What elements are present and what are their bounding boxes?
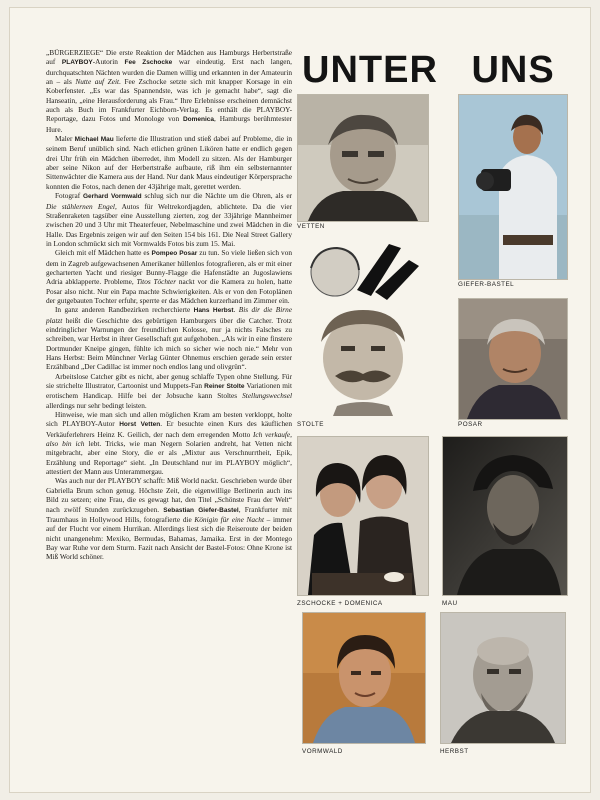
author-name: Michael Mau [74,136,114,144]
portrait-herbst-image [441,613,565,743]
caption-herbst: HERBST [440,748,469,755]
author-name: Fee Zschocke [124,59,173,67]
magazine-page [10,8,590,792]
caption-giefer-bastel: GIEFER-BASTEL [458,281,515,288]
photo-posar [458,298,568,420]
portrait-giefer-bastel-image [459,95,567,279]
paragraph-giefer-bastel: Was auch nur der PLAYBOY schafft: Miß World nackt. Geschrieben wurde über Gabriella Brum schon genug. Höchste Zeit, die eigenwillige Berlinerin auch ins Bild zu setzen; eine Frau, die es gewagt hat, den Titel „Schönste Frau der Welt“ nach zwölf Stunden zurückzugeben. Sebastian Giefer-Bastel, Frankfurter mit Traumhaus in Hollywood Hills, fotografierte die Königin für eine Nacht – immer auf der Flucht vor einem Hurrikan. Allerdings liest sich die Reiseroute der beiden nicht unangenehm: Mexiko, Bermudas, Bahamas, Jamaika. Erst in der Montego Bay war Ruhe vor dem Sturm. Fazit nach Ansicht der Bastel-Fotos: Ohne Krone ist Miß World schöner. [46,476,292,562]
author-name: Domenica [182,116,215,124]
author-name: Horst Vetten [119,421,161,429]
paragraph-posar: Gleich mit elf Mädchen hatte es Pompeo Posar zu tun. So viele ließen sich von dem in Zagreb aufgewachsenen Amerikaner hüllenlos fotografieren, als er mit einer gecharterten Yacht und riesiger Bunny-Flagge die Hafenstädte an Jugoslawiens Adria abklapperte. Probleme, Titos Töchter nackt vor die Kamera zu holen, hatte Posar also nicht. Nur ein Papa machte Schwierigkeiten. Als er von den Fotoplänen der gutgebauten Tochter erfuhr, sperrte er das Mädchen kurzerhand im Zimmer ein. [46,248,292,305]
caption-vormwald: VORMWALD [302,748,343,755]
portrait-vetten-image [298,95,428,221]
paragraph-herbst: In ganz anderen Randbezirken recherchierte Hans Herbst. Bis dir die Birne platzt heißt die Geschichte des gebürtigen Hamburgers über die Catcher. Trotz eindringlicher Warnungen der freundlichen Kolosse, nur ja nichts Falsches zu schreiben, war Herbst in ihrer Gesellschaft gut aufgehoben. „Als wir in eine finstere Dortmunder Kneipe gingen, fühlte ich mich so sicher wie noch nie.“ Mehr von Hans Herbst: Beim Münchner Verlag Günter Ohnemus erschien gerade sein erster Erzählband „Der Cadillac ist immer noch endlos lang und olivgrün“. [46,305,292,372]
portrait-zschocke-domenica-image [298,437,428,595]
caption-vetten: VETTEN [297,223,325,230]
photo-vormwald [302,612,426,744]
author-name: Pompeo Posar [151,250,198,258]
author-name: Hans Herbst [193,307,234,315]
caption-stolte: STOLTE [297,421,324,428]
page-title: UNTER UNS [302,49,555,91]
photo-herbst [440,612,566,744]
caption-posar: POSAR [458,421,483,428]
photo-zschocke-domenica [297,436,429,596]
photo-vetten [297,94,429,222]
photo-mau [442,436,568,596]
article-column [46,48,292,562]
paragraph-zschocke: „BÜRGERZIEGE“ Die erste Reaktion der Mädchen aus Hamburgs Herbertstraße auf PLAYBOY-Autorin Fee Zschocke war eindeutig. Erst nach langen, durchquatschten Nächten wurden die Damen willig und erkannten in der Amateurin an – als Nutte auf Zeit. Fee Zschocke setzte sich mit knapper Korsage in ein Koberfenster. „Es war das Spannendste, was ich je gemacht habe“, sagt die Hanseatin, „eine Herausforderung als Frau.“ Ihre Erlebnisse erscheinen demnächst auch als Buch im Frankfurter Eichborn-Verlag. Es enthält die PLAYBOY-Reportage, dazu Fotos und Monologe von Domenica, Hamburgs berühmtester Hure. [46,48,292,134]
portrait-stolte-image [297,230,427,416]
author-name: Sebastian Giefer-Bastel [163,506,239,514]
paragraph-mau: Maler Michael Mau lieferte die Illustration und stieß dabei auf Probleme, die in seinem Beruf unüblich sind. Nach etlichen grünen Likören hatte er endlich gegen drei Uhr früh ein Mädchen überredet, ihm Modell zu sitzen. Als der Hamburger aber seine Nikon auf der Herbertstraße aufbaute, riß ihm ein selbsternannter Sittenwächter die Kamera aus der Hand. Nur dank Maus eindeutiger Körpersprache konnten die Fotos, nach denen der 43jährige malt, gerettet werden. [46,134,293,191]
author-name: Gerhard Vormwald [82,193,142,201]
caption-mau: MAU [442,600,458,607]
portrait-posar-image [459,299,567,419]
photo-giefer-bastel [458,94,568,280]
author-name: Reiner Stolte [204,383,245,391]
photo-stolte [297,230,427,416]
paragraph-vormwald: Fotograf Gerhard Vormwald schlug sich nur die Nächte um die Ohren, als er Die stählernen Engel, Autos für Weltrekordjagden, ablichtete. Da die vier Straßenraketen tagsüber eine Ausstellung zierten, zog der 33jährige Mannheimer zwischen 20 und 3 Uhr mit Theaterfeuer, Nebelmaschine und zwei Mädchen in die Halle. Das Ergebnis zeigen wir auf den Seiten 154 bis 161. Die Neal Street Gallery in London schmückt sich mit Vormwalds Fotos bis zum 15. Mai. [46,191,293,248]
caption-zschocke-domenica: ZSCHOCKE + DOMENICA [297,600,383,607]
portrait-mau-image [443,437,567,595]
paragraph-vetten: Hinweise, wie man sich und allen möglichen Kram am besten verkloppt, holte sich PLAYBOY-Autor Horst Vetten. Er besuchte einen Kurs des käuflichen Verkäuferlehrers Heinz K. Geilich, der nach dem erregenden Motto Ich verkaufe, also bin ich lebt. Tricks, wie man Negern Solarien andreht, hat Vetten nicht mitgebracht, aber eine Story, die er als „Mixtur aus Verschnurrtheit, Epik, Erzählung und Reportage“ sieht. „In Deutschland nur im PLAYBOY möglich“, attestiert der Mann aus Unterammergau. [46,410,293,477]
portrait-vormwald-image [303,613,425,743]
paragraph-stolte: Arbeitslose Catcher gibt es nicht, aber genug schlaffe Typen ohne Stellung. Für sie strichelte Illustrator, Cartoonist und Muppets-Fan Reiner Stolte Variationen mit erotischem Handicap. Hilfe bei der Jobsuche kann Stoltes Stellungswechsel allerdings nur sehr bedingt leisten. [46,371,292,410]
